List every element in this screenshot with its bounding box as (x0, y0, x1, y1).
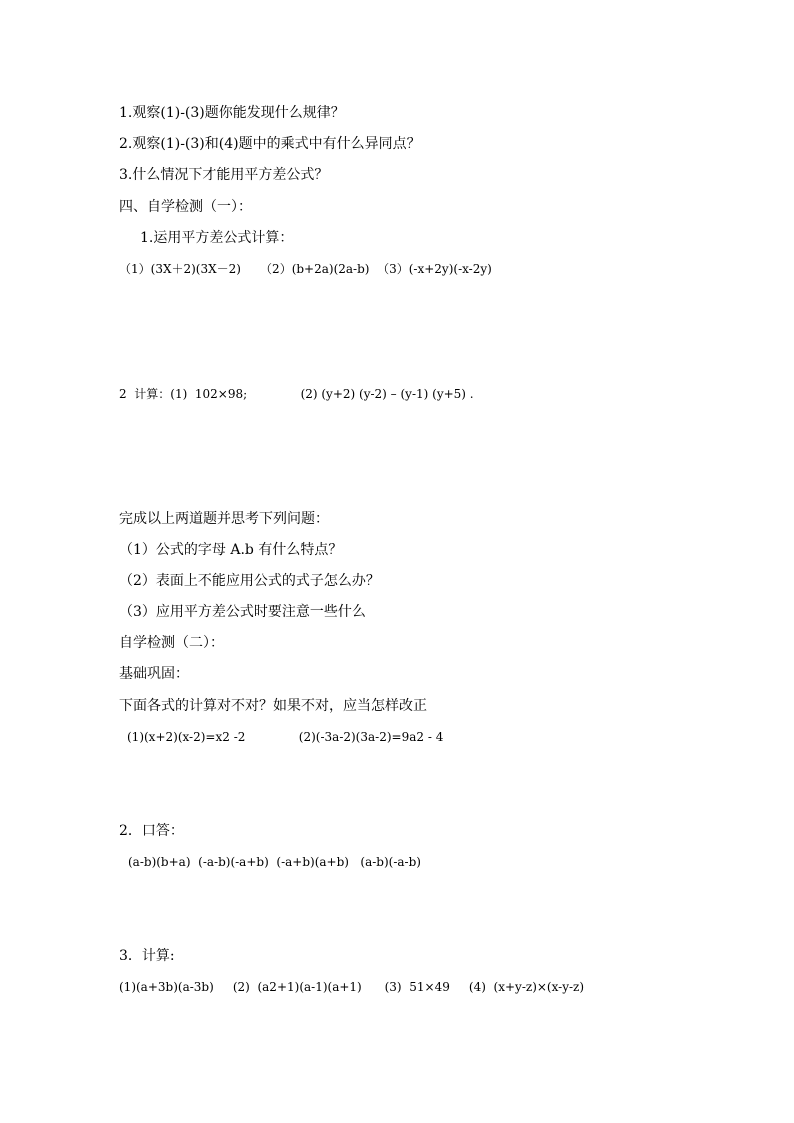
think-prompt: 完成以上两道题并思考下列问题： (119, 511, 329, 527)
question-2: 2.观察(1)-(3)和(4)题中的乘式中有什么异同点？ (119, 136, 421, 152)
basic-consolidation-heading: 基础巩固： (119, 666, 189, 682)
think-item-1: （1）公式的字母 A.b 有什么特点？ (119, 542, 343, 558)
oral-answer-heading: 2．口答： (119, 823, 184, 839)
calculate-items: (1)(a+3b)(a-3b) (2) (a2+1)(a-1)(a+1) (3) 51×49 (4) (x+y-z)×(x-y-z) (119, 980, 585, 994)
judge-items: (1)(x+2)(x-2)=x2 -2 (2)(-3a-2)(3a-2)=9a2 - 4 (127, 730, 444, 744)
think-item-3: （3）应用平方差公式时要注意一些什么 (119, 604, 366, 620)
section-self-test-2-heading: 自学检测（二）： (119, 635, 224, 651)
question-3: 3.什么情况下才能用平方差公式？ (119, 167, 329, 183)
judge-instruction: 下面各式的计算对不对？如果不对，应当怎样改正 (119, 698, 427, 714)
calculate-heading: 3．计算: (119, 948, 175, 964)
oral-answer-items: (a-b)(b+a) (-a-b)(-a+b) (-a+b)(a+b) (a-b)(-a-b) (128, 855, 421, 869)
think-item-2: （2）表面上不能应用公式的式子怎么办？ (119, 573, 380, 589)
exercise-2-line: 2 计算：(1) 102×98; (2) (y+2) (y-2) – (y-1) (y+5) . (119, 387, 474, 401)
exercise-1-items: （1）(3X＋2)(3X－2) （2）(b+2a)(2a-b) （3）(-x+2y)(-x-2y) (119, 262, 492, 276)
question-1: 1.观察(1)-(3)题你能发现什么规律？ (119, 105, 345, 121)
subsection-1-heading: 1.运用平方差公式计算： (140, 230, 294, 246)
section-self-test-1-heading: 四、自学检测（一）： (119, 199, 252, 215)
